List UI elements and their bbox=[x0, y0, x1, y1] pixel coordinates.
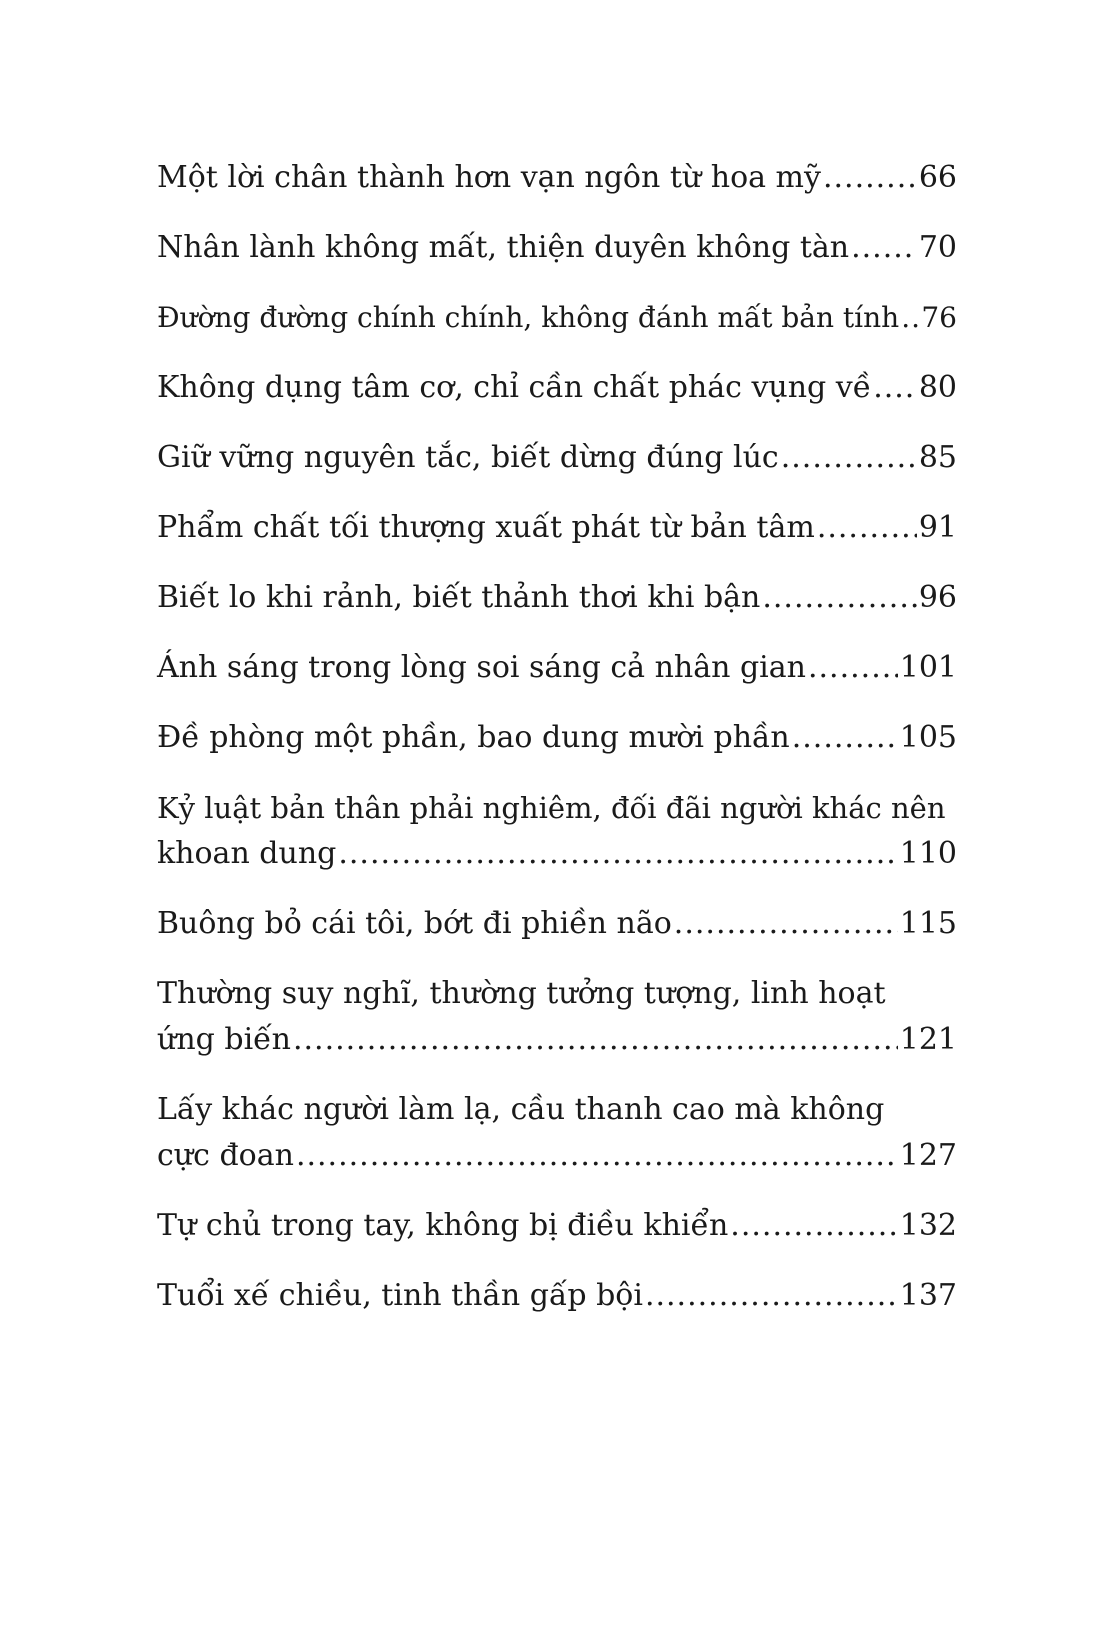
toc-entry[interactable] bbox=[157, 901, 957, 947]
toc-entry-page: 105 bbox=[899, 720, 957, 755]
toc-entry[interactable] bbox=[157, 435, 957, 481]
toc-entry-page: 66 bbox=[918, 160, 957, 195]
toc-entry-page: 85 bbox=[918, 440, 957, 475]
toc-entry-page: 127 bbox=[899, 1138, 957, 1173]
toc-entry-title: cực đoan bbox=[157, 1138, 294, 1173]
toc-entry-title: ứng biến bbox=[157, 1022, 291, 1057]
dot-leader bbox=[808, 645, 898, 691]
toc-entry-title: Đề phòng một phần, bao dung mười phần bbox=[157, 720, 790, 755]
toc-entry-title: Tuổi xế chiều, tinh thần gấp bội bbox=[157, 1278, 643, 1313]
dot-leader bbox=[851, 225, 917, 271]
dot-leader bbox=[762, 575, 916, 621]
dot-leader bbox=[730, 1203, 897, 1249]
dot-leader bbox=[293, 1017, 898, 1063]
toc-entry-page: 96 bbox=[918, 580, 957, 615]
toc-entry-page: 101 bbox=[899, 650, 957, 685]
dot-leader bbox=[781, 435, 917, 481]
dot-leader bbox=[823, 155, 917, 201]
dot-leader bbox=[817, 505, 917, 551]
toc-entry[interactable] bbox=[157, 365, 957, 411]
toc-entry-page: 121 bbox=[899, 1022, 957, 1057]
toc-entry-page: 132 bbox=[899, 1208, 957, 1243]
toc-entry[interactable] bbox=[157, 715, 957, 761]
toc-entry[interactable] bbox=[157, 155, 957, 201]
toc-entry-title: Ánh sáng trong lòng soi sáng cả nhân gian bbox=[157, 650, 806, 685]
toc-entry-page: 80 bbox=[918, 370, 957, 405]
toc-entry-title: Một lời chân thành hơn vạn ngôn từ hoa mỹ bbox=[157, 160, 821, 195]
toc-entry[interactable] bbox=[157, 575, 957, 621]
toc-entry-title-line1: Kỷ luật bản thân phải nghiêm, đối đãi người khác nên bbox=[157, 791, 946, 825]
toc-entry-page: 70 bbox=[918, 230, 957, 265]
toc-entry-page: 110 bbox=[899, 836, 957, 871]
toc-entry[interactable] bbox=[157, 645, 957, 691]
toc-entry-page: 137 bbox=[899, 1278, 957, 1313]
toc-entry[interactable] bbox=[157, 1203, 957, 1249]
toc-entry[interactable] bbox=[157, 505, 957, 551]
toc-entry[interactable] bbox=[157, 971, 957, 1063]
toc-entry-title: Nhân lành không mất, thiện duyên không tàn bbox=[157, 230, 850, 265]
toc-entry-title: Biết lo khi rảnh, biết thảnh thơi khi bận bbox=[157, 580, 761, 615]
dot-leader bbox=[338, 831, 897, 877]
toc-entry-page: 91 bbox=[918, 510, 957, 545]
toc-entry-title: Tự chủ trong tay, không bị điều khiển bbox=[157, 1208, 729, 1243]
dot-leader bbox=[296, 1133, 898, 1179]
toc-entry-page: 115 bbox=[899, 906, 957, 941]
toc-entry-title: Buông bỏ cái tôi, bớt đi phiền não bbox=[157, 906, 672, 941]
toc-entry-title-line1: Thường suy nghĩ, thường tưởng tượng, linh hoạt bbox=[157, 976, 886, 1011]
dot-leader bbox=[873, 365, 917, 411]
table-of-contents bbox=[157, 155, 957, 1343]
toc-entry-page: 76 bbox=[921, 301, 957, 334]
toc-entry-title: Giữ vững nguyên tắc, biết dừng đúng lúc bbox=[157, 440, 779, 475]
toc-entry-title-line1: Lấy khác người làm lạ, cầu thanh cao mà không bbox=[157, 1092, 885, 1127]
toc-entry-title: khoan dung bbox=[157, 836, 337, 871]
toc-entry[interactable] bbox=[157, 225, 957, 271]
toc-entry-title: Đường đường chính chính, không đánh mất bản tính bbox=[157, 301, 900, 334]
toc-entry[interactable] bbox=[157, 785, 957, 877]
toc-entry[interactable] bbox=[157, 1087, 957, 1179]
toc-entry[interactable] bbox=[157, 1273, 957, 1319]
dot-leader bbox=[674, 901, 898, 947]
dot-leader bbox=[901, 295, 919, 341]
dot-leader bbox=[792, 715, 898, 761]
toc-entry[interactable] bbox=[157, 295, 957, 341]
dot-leader bbox=[645, 1273, 898, 1319]
toc-entry-title: Phẩm chất tối thượng xuất phát từ bản tâm bbox=[157, 510, 815, 545]
toc-entry-title: Không dụng tâm cơ, chỉ cần chất phác vụng về bbox=[157, 370, 872, 405]
